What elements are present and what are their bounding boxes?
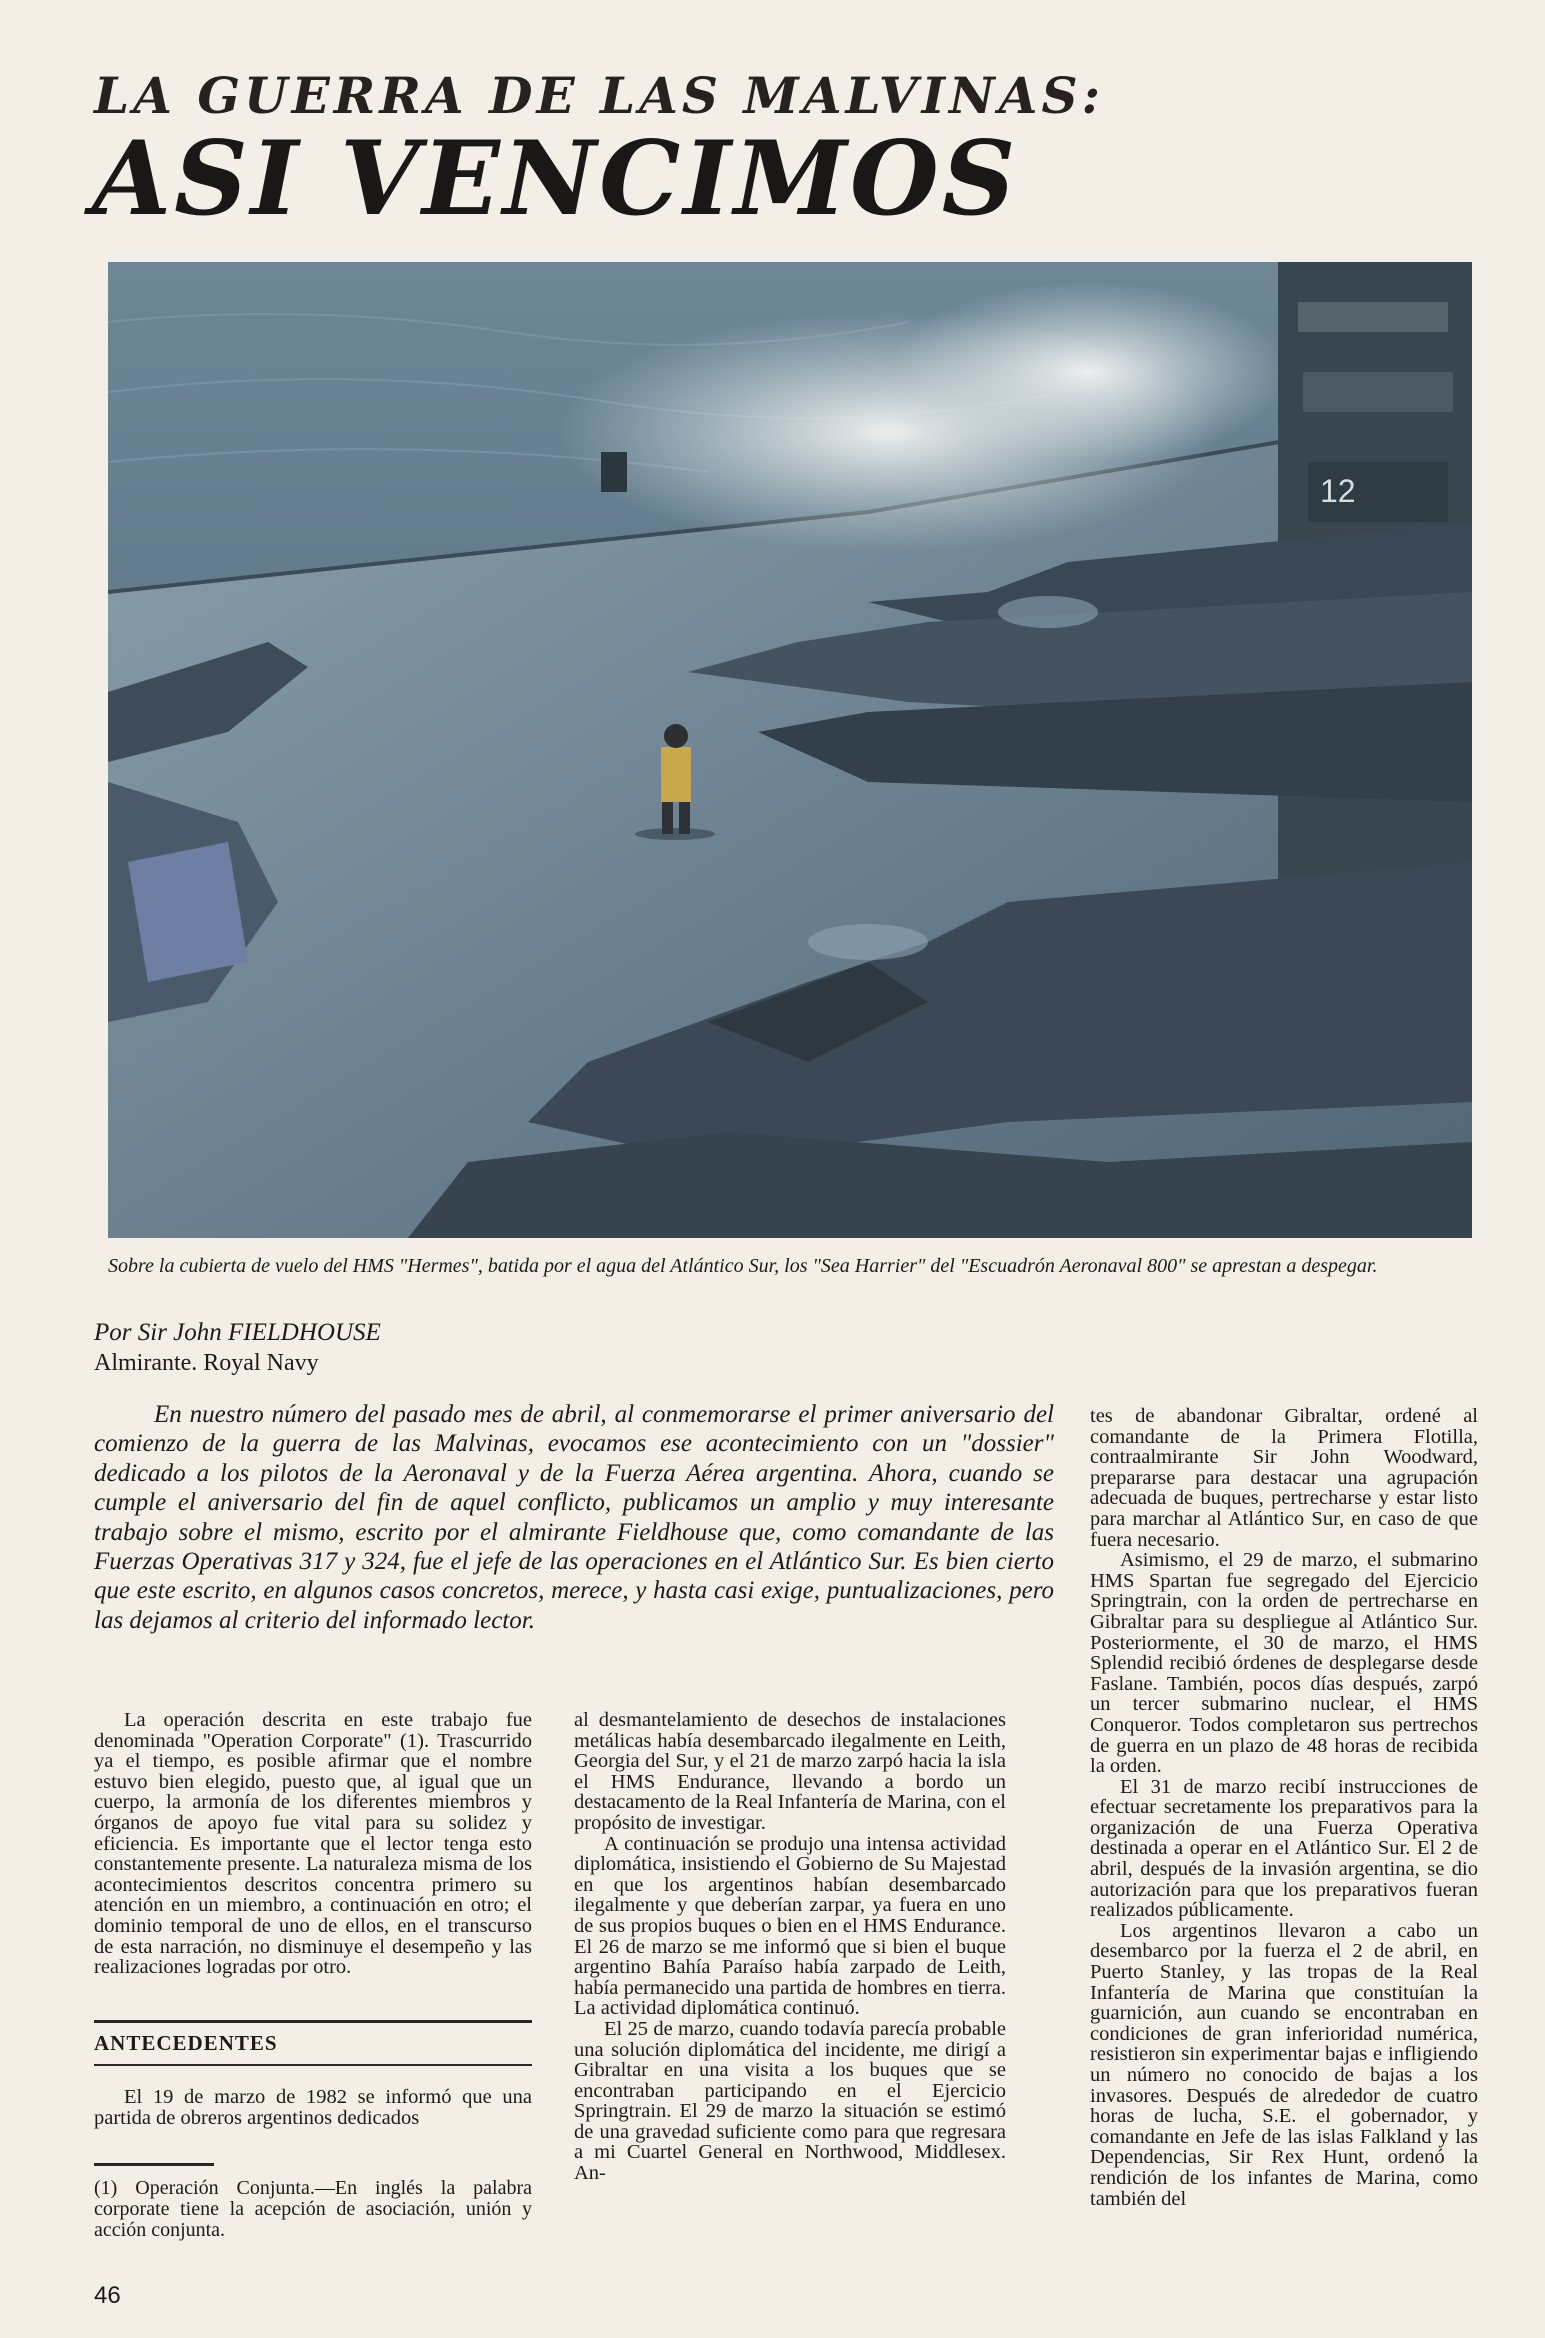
col1-paragraph: El 19 de marzo de 1982 se informó que una partida de obreros argentinos dedicados bbox=[94, 2086, 532, 2129]
byline bbox=[94, 1318, 794, 1378]
col3-paragraph: El 31 de marzo recibí instrucciones de efectuar secretamente los preparativos para la organización de una Fuerza Operativa destinada a operar en el Atlántico Sur. El 2 de abril, después de la invasión argentina, se dio autorización para que los preparativos fueran realizados públicamente. bbox=[1090, 1775, 1478, 1922]
section-title: ANTECEDENTES bbox=[94, 2031, 278, 2055]
deck-marker bbox=[601, 452, 627, 492]
col2-paragraph: A continuación se produjo una intensa actividad diplomática, insistiendo el Gobierno de Su Majestad en que los argentinos habían desembarcado ilegalmente y que deberían zarpar, ya fuera en uno de sus propios buques o bien en el HMS Endurance. El 26 de marzo se me informó que si bien el buque argentino Bahía Paraíso había zarpado de Leith, había permanecido una partida de hombres en tierra. La actividad diplomática continuó. bbox=[574, 1832, 1006, 2020]
author-rank: Almirante. Royal Navy bbox=[94, 1350, 319, 1376]
col2-paragraph: al desmantelamiento de desechos de instalaciones metálicas había desembarcado ilegalmente en Leith, Georgia del Sur, y el 21 de marzo zarpó hacia la isla el HMS Endurance, llevando a bordo un destacamento de la Real Infantería de Marina, con el propósito de investigar. bbox=[574, 1709, 1007, 1834]
column-2 bbox=[574, 1710, 1006, 2184]
carrier-deck-illustration bbox=[108, 262, 1472, 1238]
col3-paragraph: Los argentinos llevaron a cabo un desembarco por la fuerza el 2 de abril, en Puerto Stanley, y las tropas de la Real Infantería de Marina que constituían la guarnición, aun cuando se encontraban en condiciones de gran inferioridad numérica, resistieron sin experimentar bajas e infligiendo un número no conocido de bajas a los invasores. Después de alrededor de cuatro horas de lucha, S.E. el gobernador, y comandante en Jefe de las islas Falkland y las Dependencias, Sir Rex Hunt, ordenó la rendición de los infantes de Marina, como también del bbox=[1090, 1919, 1478, 2210]
col3-paragraph: tes de abandonar Gibraltar, ordené al comandante de la Primera Flotilla, contraalmirante Sir John Woodward, prepararse para destacar una agrupación adecuada de buques, pertrecharse y estar listo para marchar al Atlántico Sur, en caso de que fuera necesario. bbox=[1090, 1405, 1478, 1551]
section-rule-top bbox=[94, 2020, 532, 2023]
main-headline: ASI VENCIMOS bbox=[92, 119, 1019, 239]
col2-paragraph: El 25 de marzo, cuando todavía parecía probable una solución diplomática del incidente, me dirigí a Gibraltar en una visita a los buques que se encontraban participando en el Ejercicio Springtrain. El 29 de marzo la situación se estimó de una gravedad suficiente como para que regresara a mi Cuartel General en Northwood, Middlesex. An- bbox=[574, 2017, 1006, 2185]
column-1-continued bbox=[94, 2087, 532, 2128]
deck-number: 12 bbox=[1320, 473, 1356, 509]
column-3 bbox=[1090, 1406, 1478, 2209]
intro-paragraph: En nuestro número del pasado mes de abril, al conmemorarse el primer aniversario del comienzo de la guerra de las Malvinas, evocamos ese acontecimiento con un "dossier" dedicado a los pilotos de la Aeronaval y de la Fuerza Aérea argentina. Ahora, cuando se cumple el aniversario del fin de aquel conflicto, publicamos un amplio y muy interesante trabajo sobre el mismo, escrito por el almirante Fieldhouse que, como comandante de las Fuerzas Operativas 317 y 324, fue el jefe de las operaciones en el Atlántico Sur. Es bien cierto que este escrito, en algunos casos concretos, merece, y hasta casi exige, puntualizaciones, pero las dejamos al criterio del informado lector. bbox=[94, 1401, 1054, 1634]
kicker-title: LA GUERRA DE LAS MALVINAS: bbox=[94, 66, 1105, 125]
page-number: 46 bbox=[94, 2282, 121, 2309]
article-photo bbox=[108, 262, 1472, 1238]
spray-cloud-2 bbox=[888, 282, 1288, 462]
section-rule-bottom bbox=[94, 2064, 532, 2066]
photo-caption: Sobre la cubierta de vuelo del HMS "Hermes", batida por el agua del Atlántico Sur, los "Sea Harrier" del "Escuadrón Aeronaval 800" se aprestan a despegar. bbox=[108, 1255, 1378, 1277]
col3-paragraph: Asimismo, el 29 de marzo, el submarino HMS Spartan fue segregado del Ejercicio Springtrain, con la orden de pertrecharse en Gibraltar para su despliegue al Atlántico Sur. Posteriormente, el 30 de marzo, el HMS Splendid recibió órdenes de desplegarse desde Faslane. También, pocos días después, zarpó un tercer submarino nuclear, el HMS Conqueror. Todos completaron sus pertrechos de guerra en un plazo de 48 horas de recibida la orden. bbox=[1090, 1549, 1478, 1778]
column-1 bbox=[94, 1710, 532, 1978]
footnote: (1) Operación Conjunta.—En inglés la palabra corporate tiene la acepción de asociación, unión y acción conjunta. bbox=[94, 2177, 532, 2241]
col1-paragraph: La operación descrita en este trabajo fue denominada "Operation Corporate" (1). Trascurrido ya el tiempo, es posible afirmar que el nombre estuvo bien elegido, puesto que, al igual que un cuerpo, la armonía de los diferentes miembros y órganos de apoyo fue vital para su solidez y eficiencia. Es importante que el lector tenga esto constantemente presente. La naturaleza misma de los acontecimientos descritos concentra primero su atención en un miembro, a continuación en otro; el dominio temporal de uno de ellos, en el transcurso de esta narración, no disminuye el desempeño y las realizaciones logradas por otro. bbox=[94, 1709, 532, 1979]
footnote-rule bbox=[94, 2163, 214, 2166]
author-name: Por Sir John FIELDHOUSE bbox=[94, 1319, 381, 1346]
section-header bbox=[94, 2020, 532, 2066]
